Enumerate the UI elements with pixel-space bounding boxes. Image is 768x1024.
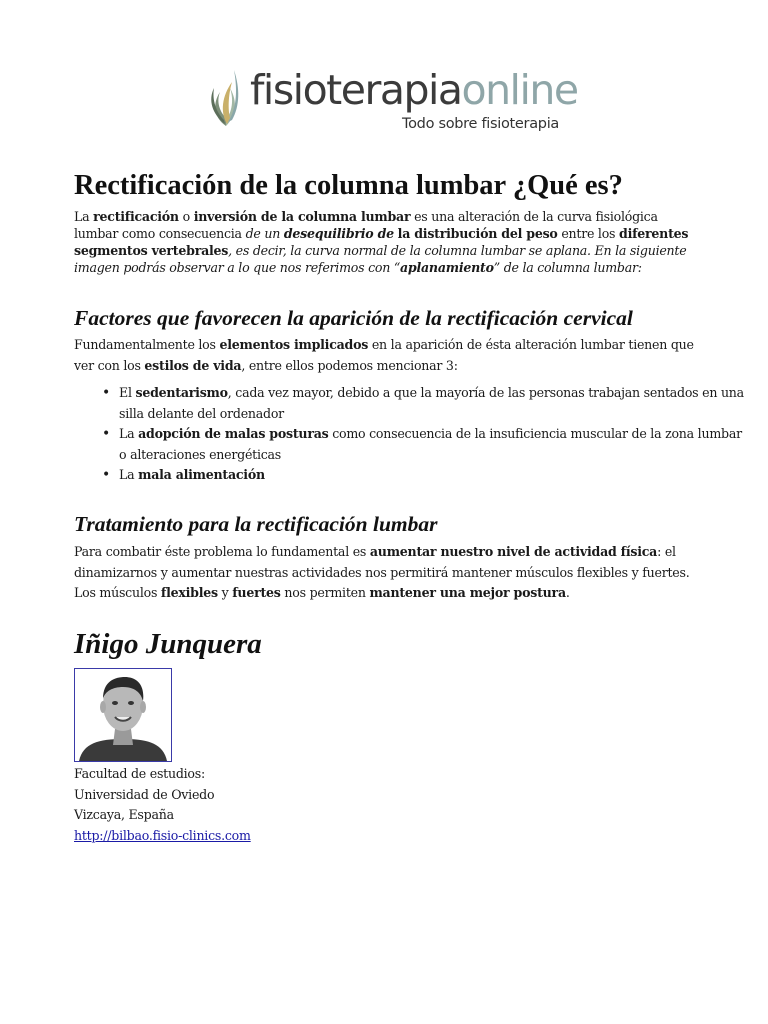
author-website-link[interactable]: http://bilbao.fisio-clinics.com (74, 827, 251, 843)
text-span: como consecuencia de la insuficiencia muscular de la zona lumbar o alteraciones energéticas (119, 426, 742, 462)
text-span: La (74, 209, 94, 224)
tratamiento-paragraph (74, 542, 700, 604)
bold-span: flexibles (160, 585, 218, 600)
text-span: Fundamentalmente los (74, 337, 220, 352)
text-span: El (119, 385, 136, 400)
logo-wordmark (250, 68, 578, 112)
logo-tagline: Todo sobre fisioterapia (402, 116, 560, 132)
logo-word-dark: fisioterapia (250, 66, 462, 114)
bold-span: inversión de la columna lumbar (193, 209, 411, 224)
text-span: , cada vez mayor, debido a que la mayoría de las personas trabajan sentados en una silla delante del ordenador (119, 385, 744, 421)
bold-span: mantener una mejor postura (369, 585, 566, 600)
bio-line-faculty: Facultad de estudios: (74, 766, 205, 781)
bold-span: fuertes (232, 585, 281, 600)
leaf-flame-logo-icon (206, 66, 246, 128)
bold-span: rectificación (93, 209, 179, 224)
section-heading-tratamiento: Tratamiento para la rectificación lumbar (74, 512, 438, 536)
author-name: Iñigo Junquera (74, 628, 262, 660)
intro-paragraph (74, 208, 700, 276)
text-span: o (178, 209, 194, 224)
factors-list (74, 383, 745, 486)
list-item (119, 465, 745, 486)
bold-span: sedentarismo (135, 385, 228, 400)
text-span: nos permiten (280, 585, 370, 600)
text-span: y (217, 585, 233, 600)
text-span: en la aparición de ésta alteración lumbar tienen que ver con los (74, 337, 694, 373)
section-heading-factores: Factores que favorecen la aparición de la rectificación cervical (74, 306, 633, 330)
italic-span: ” de la columna lumbar: (493, 260, 642, 275)
bold-span: diferentes segmentos vertebrales (74, 226, 689, 258)
italic-span: , es decir, la curva normal de la columna lumbar se aplana. En la siguiente imagen podrás observar a lo que nos referimos con “ (74, 243, 687, 275)
site-logo[interactable] (206, 66, 578, 138)
text-span: , entre ellos podemos mencionar 3: (241, 357, 458, 373)
logo-word-light: online (461, 66, 578, 114)
italic-span: de un (245, 226, 284, 241)
author-portrait-icon (75, 669, 171, 761)
text-span: es una alteración de la curva fisiológica lumbar como consecuencia (74, 209, 658, 241)
text-span: Para combatir éste problema lo fundamental es (74, 544, 370, 559)
text-span: La (119, 426, 139, 441)
factores-paragraph (74, 335, 700, 376)
text-span: . (565, 585, 570, 600)
bold-span: adopción de malas posturas (138, 426, 329, 441)
bold-span: elementos implicados (219, 337, 369, 352)
page-title: Rectificación de la columna lumbar ¿Qué es? (74, 170, 623, 201)
bold-span: aumentar nuestro nivel de actividad física (369, 544, 658, 559)
text-span: : el dinamizarnos y aumentar nuestras actividades nos permitirá mantener músculos flexibles y fuertes. Los músculos (74, 544, 690, 600)
bold-span: la distribución del peso (397, 226, 558, 241)
bold-span: estilos de vida (144, 357, 242, 373)
author-photo (74, 668, 172, 762)
bio-line-university: Universidad de Oviedo (74, 786, 215, 802)
text-span: entre los (557, 226, 620, 241)
list-item (119, 383, 745, 424)
bold-italic-span: aplanamiento (400, 260, 494, 275)
list-item (119, 424, 745, 465)
text-span: La (119, 467, 139, 482)
bio-line-location: Vizcaya, España (74, 807, 174, 822)
author-bio (74, 764, 251, 846)
bold-span: mala alimentación (138, 467, 265, 482)
bold-italic-span: desequilibrio de (283, 226, 394, 241)
